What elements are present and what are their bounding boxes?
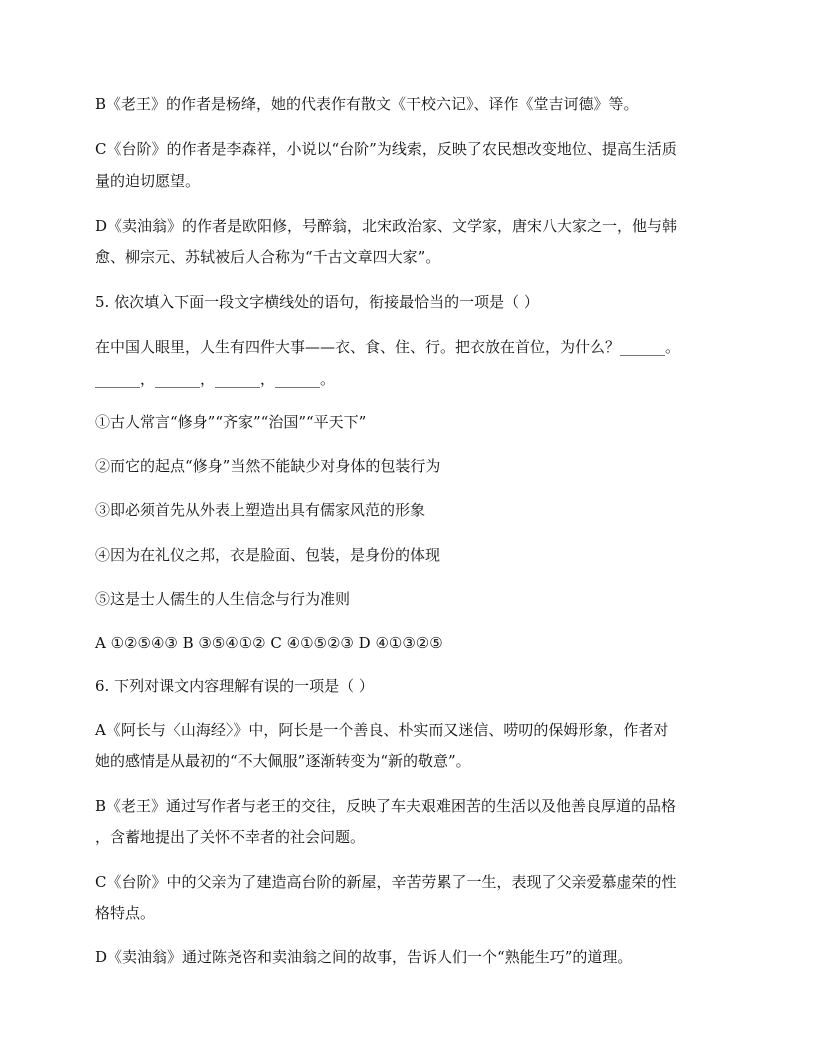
sentence-2: ②而它的起点“修身”当然不能缺少对身体的包装行为 xyxy=(95,457,441,475)
sentence-5: ⑤这是士人儒生的人生信念与行为准则 xyxy=(95,590,351,608)
option-b-line: B《老王》的作者是杨绛，她的代表作有散文《干校六记》、译作《堂吉诃德》等。 xyxy=(95,95,639,113)
question-6-title: 6. 下列对课文内容理解有误的一项是（ ） xyxy=(95,677,374,695)
sentence-1: ①古人常言“修身”“齐家”“治国”“平天下” xyxy=(95,413,367,431)
option-c-line: C《台阶》的作者是李森祥，小说以“台阶”为线索，反映了农民想改变地位、提高生活质 xyxy=(95,140,677,158)
q6-option-c-line-cont: 格特点。 xyxy=(95,904,156,922)
q6-option-c-line: C《台阶》中的父亲为了建造高台阶的新屋，辛苦劳累了一生，表现了父亲爱慕虚荣的性 xyxy=(95,873,677,891)
question-5-passage: 在中国人眼里，人生有四件大事——衣、食、住、行。把衣放在首位，为什么？______。 xyxy=(95,338,681,356)
question-5-blanks: ______，______，______，______。 xyxy=(95,370,336,388)
sentence-4: ④因为在礼仪之邦，衣是脸面、包装，是身份的体现 xyxy=(95,546,441,564)
q6-option-b-line: B《老王》通过写作者与老王的交往，反映了车夫艰难困苦的生活以及他善良厚道的品格 xyxy=(95,797,677,815)
q6-option-d-line: D《卖油翁》通过陈尧咨和卖油翁之间的故事，告诉人们一个“熟能生巧”的道理。 xyxy=(95,948,633,966)
question-5-title: 5. 依次填入下面一段文字横线处的语句，衔接最恰当的一项是（ ） xyxy=(95,293,539,311)
sentence-3: ③即必须首先从外表上塑造出具有儒家风范的形象 xyxy=(95,501,426,519)
option-d-line-cont: 愈、柳宗元、苏轼被后人合称为“千古文章四大家”。 xyxy=(95,248,441,266)
option-c-line-cont: 量的迫切愿望。 xyxy=(95,172,201,190)
question-5-choices: A ①②⑤④③ B ③⑤④①② C ④①⑤②③ D ④①③②⑤ xyxy=(95,634,443,652)
option-d-line: D《卖油翁》的作者是欧阳修，号醉翁，北宋政治家、文学家，唐宋八大家之一，他与韩 xyxy=(95,217,678,235)
q6-option-a-line-cont: 她的感情是从最初的“不大佩服”逐渐转变为“新的敬意”。 xyxy=(95,752,471,770)
q6-option-a-line: A《阿长与〈山海经〉》中，阿长是一个善良、朴实而又迷信、唠叨的保姆形象，作者对 xyxy=(95,721,669,739)
q6-option-b-line-cont: ，含蓄地提出了关怀不幸者的社会问题。 xyxy=(95,828,366,846)
